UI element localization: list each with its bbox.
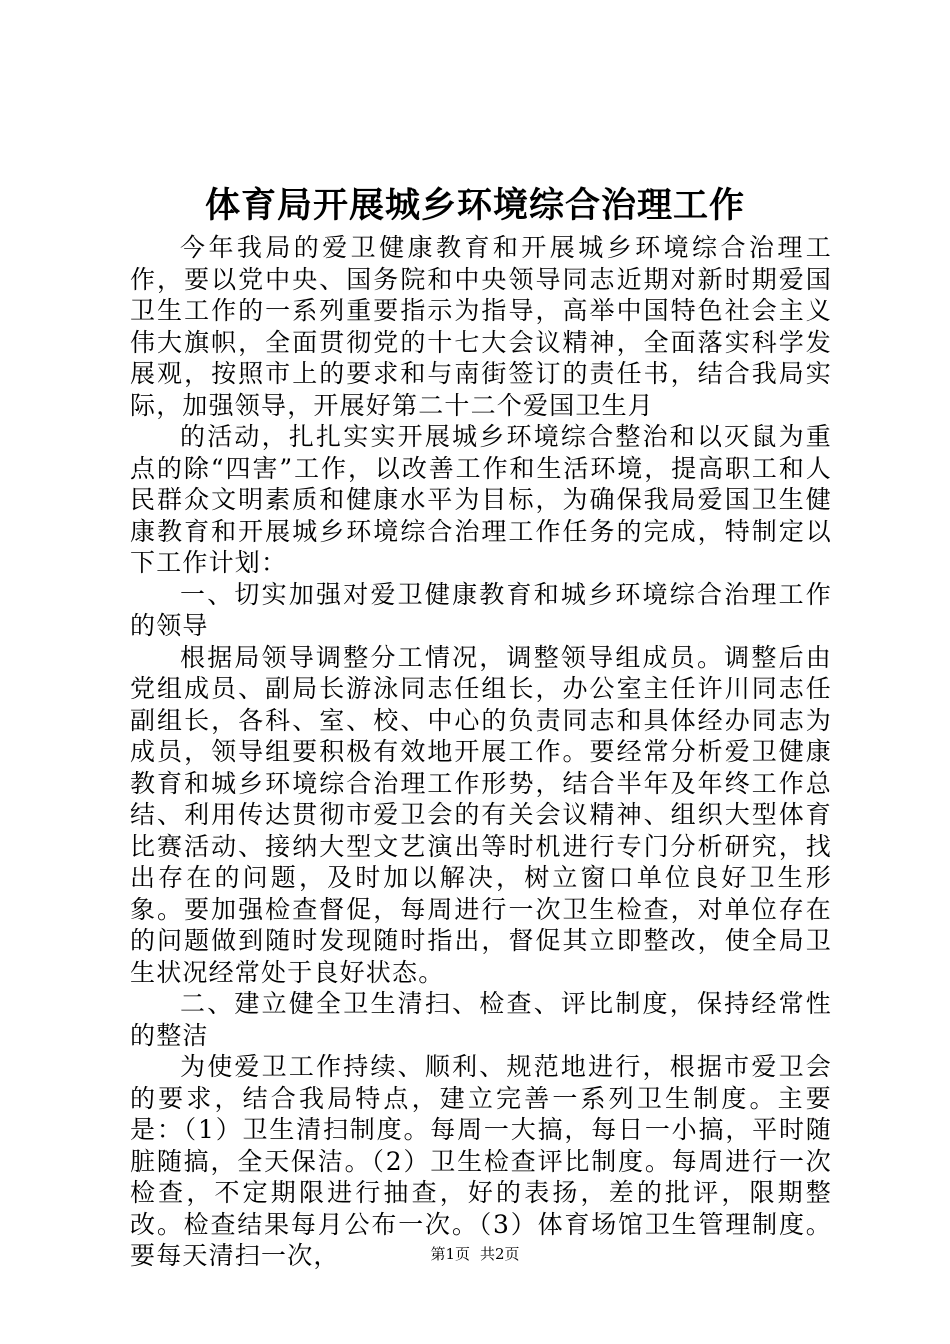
body-paragraph: 根据局领导调整分工情况，调整领导组成员。调整后由党组成员、副局长游泳同志任组长，办公室主任许川同志任副组长，各科、室、校、中心的负责同志和具体经办同志为成员，领导组要积极有效地开展工作。要经常分析爱卫健康教育和城乡环境综合治理工作形势，结合半年及年终工作总结、利用传达贯彻市爱卫会的有关会议精神、组织大型体育比赛活动、接纳大型文艺演出等时机进行专门分析研究，找出存在的问题，及时加以解决，树立窗口单位良好卫生形象。要加强检查督促，每周进行一次卫生检查，对单位存在的问题做到随时发现随时指出，督促其立即整改，使全局卫生状况经常处于良好状态。 bbox=[130, 642, 832, 987]
page-total: 共2页 bbox=[480, 1245, 520, 1263]
page-footer bbox=[0, 1244, 950, 1264]
body-paragraph: 为使爱卫工作持续、顺利、规范地进行，根据市爱卫会的要求，结合我局特点，建立完善一系列卫生制度。主要是：（1）卫生清扫制度。每周一大搞，每日一小搞，平时随脏随搞，全天保洁。（2）卫生检查评比制度。每周进行一次检查，不定期限进行抽查，好的表扬，差的批评，限期整改。检查结果每月公布一次。（3）体育场馆卫生管理制度。要每天清扫一次， bbox=[130, 1052, 832, 1270]
section-heading: 二、建立健全卫生清扫、检查、评比制度，保持经常性的整洁 bbox=[130, 989, 832, 1050]
section-heading: 一、切实加强对爱卫健康教育和城乡环境综合治理工作的领导 bbox=[130, 579, 832, 640]
document-title: 体育局开展城乡环境综合治理工作 bbox=[204, 185, 745, 226]
body-paragraph: 的活动，扎扎实实开展城乡环境综合整治和以灭鼠为重点的除“四害”工作，以改善工作和生活环境，提高职工和人民群众文明素质和健康水平为目标，为确保我局爱国卫生健康教育和开展城乡环境综合治理工作任务的完成，特制定以下工作计划： bbox=[130, 422, 832, 577]
page-number: 第1页 bbox=[430, 1245, 470, 1263]
body-paragraph: 今年我局的爱卫健康教育和开展城乡环境综合治理工作，要以党中央、国务院和中央领导同志近期对新时期爱国卫生工作的一系列重要指示为指导，高举中国特色社会主义伟大旗帜，全面贯彻党的十七大会议精神，全面落实科学发展观，按照市上的要求和与南街签订的责任书，结合我局实际，加强领导，开展好第二十二个爱国卫生月 bbox=[130, 233, 832, 420]
document-body bbox=[130, 232, 832, 1272]
